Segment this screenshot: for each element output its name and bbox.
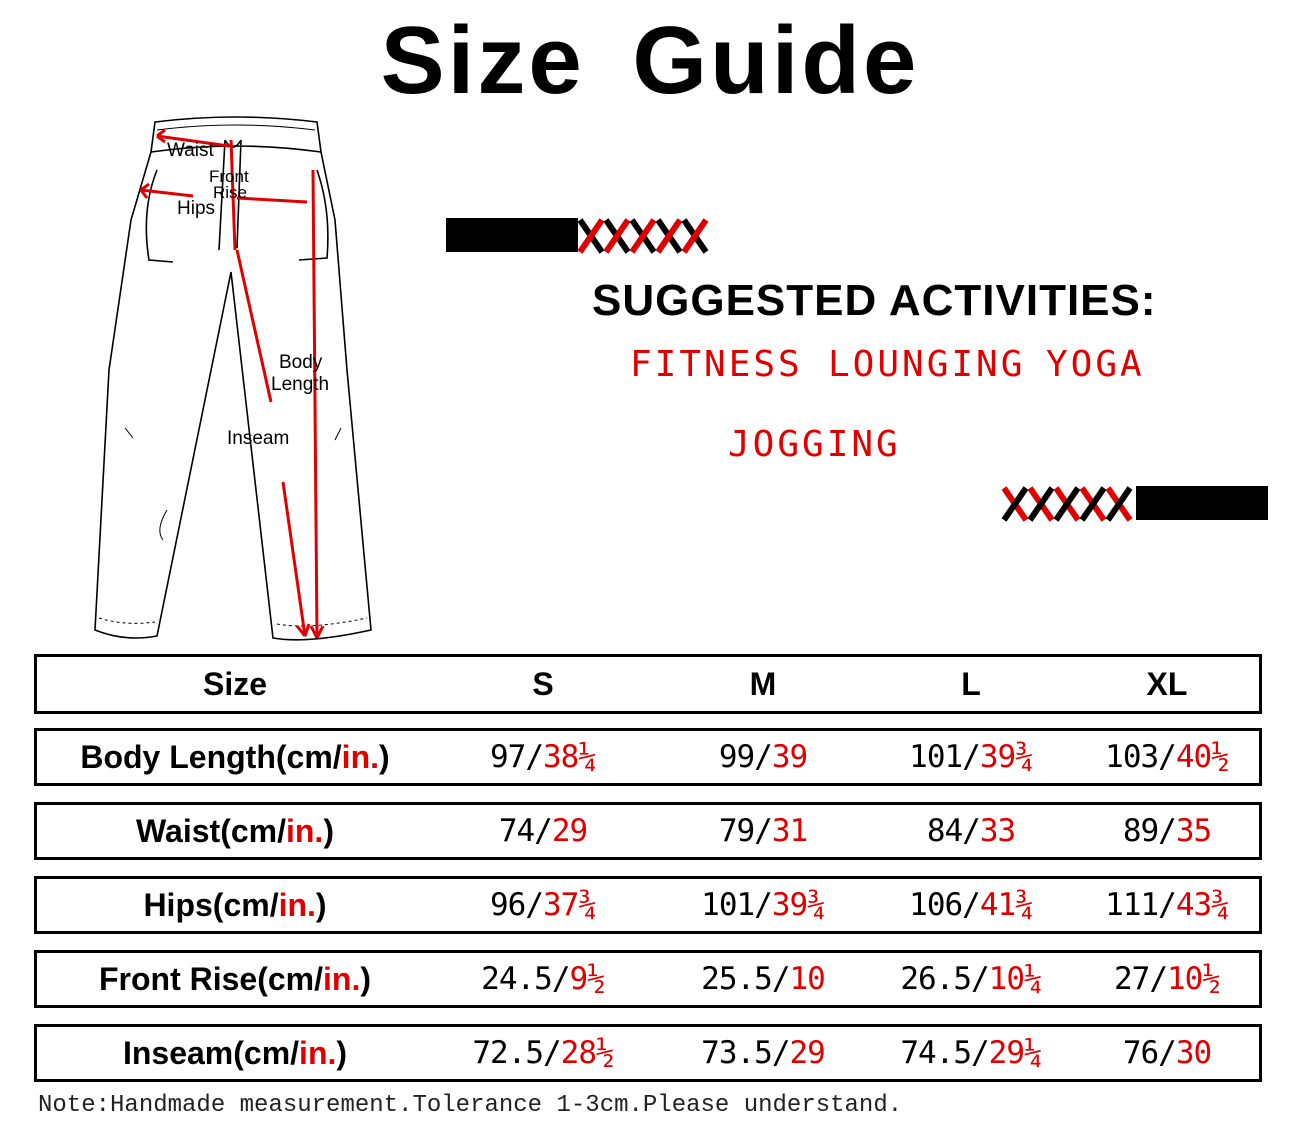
- body-length-label-2: Length: [271, 374, 330, 395]
- value-m: 79/ 31: [718, 813, 808, 849]
- table-row-waist: [34, 802, 1262, 860]
- decor-bar-top: [446, 218, 578, 252]
- inseam-arrow: [237, 250, 271, 402]
- page-title: Size Guide: [380, 7, 920, 114]
- value-s: 96/ 37¾: [490, 887, 596, 923]
- size-header-label: Size: [202, 665, 268, 702]
- table-row-inseam: [34, 1024, 1262, 1082]
- value-m: 101/ 39¾: [701, 887, 825, 923]
- front-rise-label-1: Front: [209, 167, 249, 186]
- activities-heading: SUGGESTED ACTIVITIES:: [592, 276, 1157, 325]
- inseam-label: Inseam: [227, 428, 290, 449]
- size-header-xl: XL: [1146, 665, 1188, 702]
- inseam-arrow-lower: [283, 482, 305, 636]
- table-row-front-rise: [34, 950, 1262, 1008]
- value-l: 26.5/ 10¼: [900, 961, 1042, 997]
- value-m: 73.5/ 29: [701, 1035, 825, 1071]
- value-l: 101/ 39¾: [909, 739, 1033, 775]
- row-label: Hips(cm/ in. ): [143, 886, 327, 923]
- footnote: Note:Handmade measurement.Tolerance 1-3cm.Please understand.: [38, 1092, 903, 1119]
- value-s: 97/ 38¼: [490, 739, 596, 775]
- table-row-body-length: [34, 728, 1262, 786]
- value-xl: 103/ 40½: [1105, 739, 1229, 775]
- value-l: 84/ 33: [926, 813, 1016, 849]
- size-header-s: S: [532, 665, 554, 702]
- value-m: 99/ 39: [718, 739, 808, 775]
- pants-diagram: [85, 110, 385, 650]
- value-xl: 89/ 35: [1122, 813, 1212, 849]
- table-row-hips: [34, 876, 1262, 934]
- activity-yoga: YOGA: [1046, 344, 1145, 385]
- row-label: Inseam(cm/ in. ): [122, 1034, 348, 1071]
- hips-label: Hips: [177, 198, 216, 219]
- table-header-row: [34, 654, 1262, 714]
- waist-label: Waist: [167, 140, 214, 161]
- size-header-l: L: [961, 665, 981, 702]
- value-xl: 27/ 10½: [1114, 961, 1220, 997]
- x-marks-top: [576, 216, 716, 256]
- value-s: 72.5/ 28½: [472, 1035, 614, 1071]
- activity-jogging: JOGGING: [728, 424, 901, 465]
- row-label: Body Length(cm/ in. ): [80, 738, 390, 775]
- body-length-label-1: Body: [279, 352, 323, 373]
- decor-bar-bottom: [1136, 486, 1268, 520]
- row-label: Front Rise(cm/ in. ): [98, 960, 371, 997]
- value-xl: 76/ 30: [1122, 1035, 1212, 1071]
- value-l: 106/ 41¾: [909, 887, 1033, 923]
- front-rise-label-2: Rise: [213, 183, 248, 202]
- activity-lounging: LOUNGING: [828, 344, 1026, 385]
- left-pocket: [146, 170, 173, 262]
- value-s: 24.5/ 9½: [481, 961, 605, 997]
- value-l: 74.5/ 29¼: [900, 1035, 1042, 1071]
- activity-fitness: FITNESS: [630, 344, 803, 385]
- body-length-arrow: [313, 170, 317, 638]
- size-header-m: M: [749, 665, 777, 702]
- row-label: Waist(cm/ in. ): [136, 812, 334, 849]
- x-marks-bottom: [1000, 484, 1140, 524]
- value-m: 25.5/ 10: [701, 961, 825, 997]
- value-s: 74/ 29: [498, 813, 588, 849]
- value-xl: 111/ 43¾: [1105, 887, 1229, 923]
